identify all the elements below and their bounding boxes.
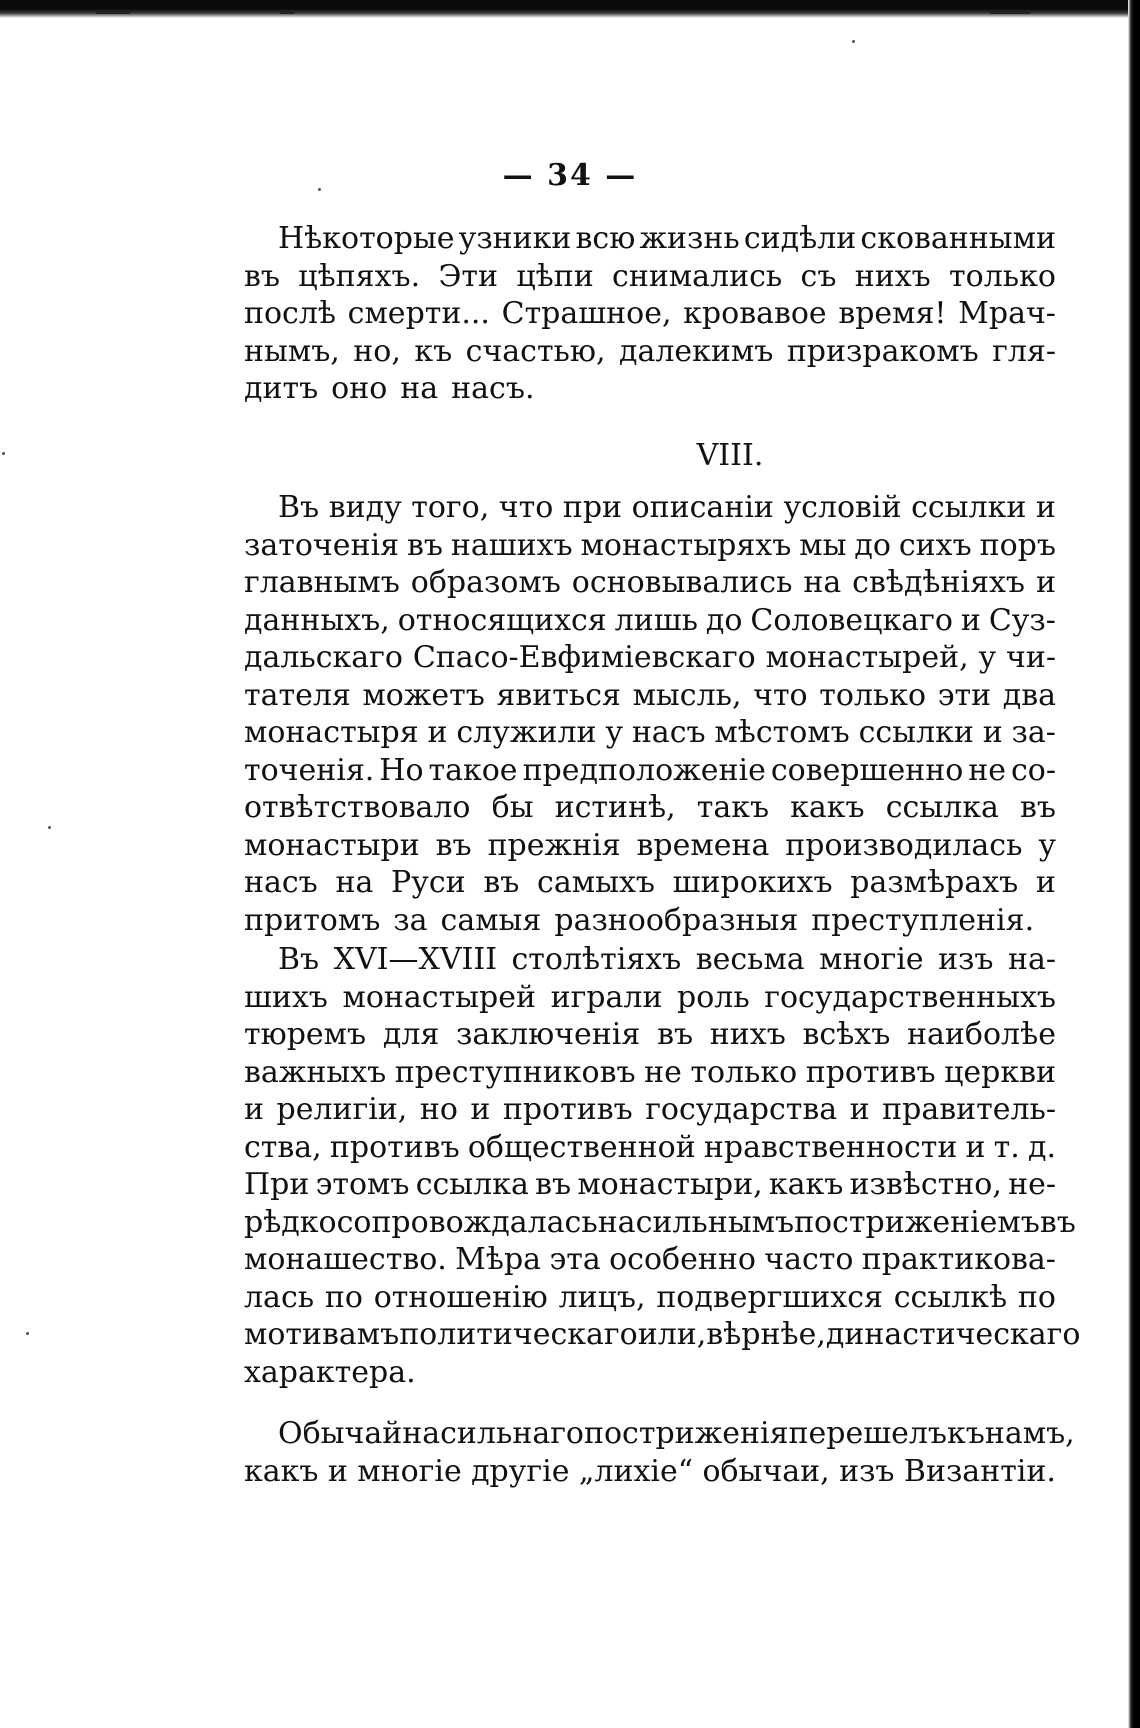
text-line (244, 1129, 1056, 1167)
text-line (244, 902, 1056, 940)
word: нашихъ (450, 527, 573, 563)
word: жизнь (639, 221, 740, 256)
text-line (244, 752, 1056, 790)
word: Спасо-Евфиміевскаго (412, 640, 756, 675)
word: описаніи (631, 490, 774, 525)
text-line (244, 1241, 1056, 1279)
text-line (244, 979, 1056, 1017)
text-line (244, 714, 1056, 752)
word: два (1002, 677, 1056, 713)
text-line (244, 1166, 1056, 1204)
text-line (244, 258, 1056, 296)
word: государственныхъ (764, 979, 1056, 1015)
text-line (244, 1453, 1056, 1491)
word: данныхъ, (244, 602, 390, 638)
text-line (244, 827, 1056, 865)
scan-top-edge (0, 0, 1140, 18)
word: сидѣли (743, 221, 857, 256)
word: преступниковъ (394, 1054, 636, 1090)
word: династическаго (825, 1317, 1081, 1352)
word: т. (993, 1129, 1020, 1165)
margin-speck (852, 40, 855, 43)
word: и (1035, 865, 1056, 900)
word: для (382, 1017, 440, 1052)
word: смерти... (347, 296, 490, 331)
word: XVI—XVIII (333, 942, 498, 977)
word: со- (1010, 752, 1056, 788)
word: или, (637, 1317, 707, 1352)
word: Руси (391, 865, 466, 900)
word: въ (244, 258, 280, 294)
word: но (419, 1092, 458, 1127)
word: скованными (860, 221, 1056, 256)
word: производилась (785, 827, 1023, 863)
word: въ (483, 865, 520, 900)
text-line (244, 864, 1056, 902)
text-line (244, 602, 1056, 640)
word: широкихъ (672, 865, 833, 900)
word: противъ (502, 1092, 633, 1127)
word: кровавое (683, 296, 827, 331)
word: нихъ (709, 1017, 786, 1052)
word: виду (328, 490, 402, 525)
word: При (244, 1167, 310, 1202)
text-line (244, 370, 1056, 408)
word: и (849, 1092, 870, 1127)
word: монастырей (342, 979, 536, 1015)
word: изъ (839, 1453, 895, 1489)
word: ства, (244, 1129, 322, 1165)
scan-speck (990, 10, 1030, 14)
word: отвѣтствовало (244, 790, 471, 825)
word: часто (764, 1242, 854, 1277)
text-line (244, 1204, 1076, 1242)
word: того, (411, 490, 490, 525)
text-line (244, 333, 1056, 371)
word: ссылки (858, 715, 974, 750)
word: время! (838, 296, 947, 331)
word: оно (331, 371, 388, 406)
word: всѣхъ (802, 1017, 891, 1052)
word: извѣстно, (849, 1167, 1002, 1202)
word: наиболѣе (907, 1017, 1056, 1052)
word: шихъ (244, 979, 328, 1015)
word: насъ. (451, 371, 535, 406)
word: только (949, 258, 1056, 294)
word: тателя (244, 677, 351, 713)
word: за- (1011, 715, 1056, 750)
word: цѣпи (516, 258, 594, 294)
word: лишь (614, 602, 698, 638)
word: предположеніе (522, 752, 766, 788)
word: монастыряхъ (580, 527, 792, 563)
word: совершенно (770, 752, 964, 788)
text-line (244, 789, 1056, 827)
word: такое (428, 752, 518, 788)
word: другіе (471, 1453, 570, 1489)
word: по (324, 1279, 363, 1315)
word: какъ (790, 790, 865, 825)
word: и (982, 715, 1003, 750)
paragraph-prisoners-chains (244, 220, 1056, 408)
word: эта (549, 1242, 601, 1277)
word: насъ (631, 715, 706, 750)
word: д. (1027, 1129, 1056, 1165)
word: размѣрахъ (850, 865, 1019, 900)
text-line (244, 295, 1056, 333)
paragraph-monasteries-exile (244, 489, 1056, 939)
text-line (244, 220, 1056, 258)
word: Суз- (988, 602, 1056, 638)
word: только (690, 1054, 798, 1090)
word: и (965, 1129, 986, 1165)
word: мотивамъ (244, 1317, 400, 1352)
word: счастью, (465, 333, 606, 369)
word: и (960, 602, 981, 638)
word: явиться (496, 677, 621, 713)
word: узники (458, 221, 572, 256)
word: поръ (979, 527, 1056, 563)
word: подвергшихся (656, 1279, 883, 1315)
word: многіе (357, 1453, 462, 1489)
word: какъ (244, 1453, 319, 1489)
text-line (244, 639, 1056, 677)
word: къ (414, 333, 453, 369)
word: монастыри (244, 827, 420, 863)
paragraph-byzantine-custom (244, 1415, 1075, 1490)
word: нихъ (854, 258, 931, 294)
word: бы (491, 790, 534, 825)
text-line (244, 1415, 1075, 1453)
text-line (244, 489, 1056, 527)
word: на (335, 865, 374, 900)
word: Мрач- (958, 296, 1056, 331)
word: мысль, (632, 677, 742, 713)
word: нравственности (703, 1129, 958, 1165)
word: мы (799, 527, 847, 563)
word: и (327, 1453, 348, 1489)
scan-speck (280, 10, 294, 14)
word: сопровождалась (336, 1204, 598, 1240)
text-line (244, 1354, 1056, 1392)
word: особенно (609, 1242, 756, 1277)
text-line (244, 1316, 1081, 1354)
margin-speck (26, 1332, 29, 1335)
word: основывались (571, 565, 793, 600)
word: не (644, 1054, 682, 1090)
word: характера. (244, 1354, 416, 1390)
word: практикова- (861, 1242, 1056, 1277)
word: противъ (805, 1054, 936, 1090)
paragraph-state-prisons (244, 941, 1081, 1391)
word: Въ (278, 942, 320, 977)
word: государства (645, 1092, 838, 1127)
word: служили (456, 715, 597, 750)
word: и (1035, 565, 1056, 600)
word: до (705, 602, 743, 638)
word: самыхъ (537, 865, 655, 900)
word: роль (677, 979, 750, 1015)
word: прежнія (487, 827, 621, 863)
text-line (244, 1016, 1056, 1054)
word: постриженія (583, 1416, 789, 1451)
word: ссылка (885, 790, 999, 825)
word: церкви (944, 1054, 1056, 1090)
word: этомъ (315, 1167, 410, 1202)
word: времена (636, 827, 770, 863)
word: монастыря (244, 715, 419, 750)
word: мѣстомъ (714, 715, 850, 750)
section-heading (0, 438, 1140, 473)
word: отношенію (373, 1279, 548, 1315)
page-number: — 34 — (502, 158, 638, 193)
word: съ (800, 258, 837, 294)
word: Въ (278, 490, 320, 525)
word: за (393, 902, 428, 938)
word: всю (575, 221, 636, 256)
word: у (1038, 827, 1056, 863)
word: Но (379, 752, 424, 788)
word: у (605, 715, 623, 750)
word: заключенія (456, 1017, 641, 1052)
word: насильнаго (402, 1416, 584, 1451)
text-line (244, 1054, 1056, 1092)
word: и (1035, 490, 1056, 525)
word: изъ (938, 942, 994, 977)
word: тюремъ (244, 1017, 367, 1052)
word: религіи, (276, 1092, 408, 1127)
word: снимались (612, 258, 783, 294)
word: въ (1020, 790, 1056, 825)
word: ссылкѣ (893, 1279, 1008, 1315)
word: лицъ, (558, 1279, 646, 1315)
word: на (400, 371, 439, 406)
word: монастырей, (765, 640, 969, 675)
word: въ (1039, 1204, 1076, 1240)
word: Мѣра (455, 1242, 542, 1277)
word: при (562, 490, 623, 525)
margin-speck (48, 826, 51, 829)
word: по (1017, 1279, 1056, 1315)
text-line (244, 941, 1056, 979)
word: призракомъ (786, 333, 979, 369)
word: къ (947, 1416, 985, 1451)
word: у (978, 640, 997, 675)
word: притомъ (244, 902, 381, 938)
word: условій (783, 490, 902, 525)
word: но, (353, 333, 401, 369)
word: дальскаго (244, 640, 403, 675)
word: и (427, 715, 448, 750)
word: Обычай (278, 1416, 403, 1451)
word: далекимъ (619, 333, 774, 369)
word: на- (1007, 942, 1056, 977)
text-line (244, 677, 1056, 715)
text-line (244, 1091, 1056, 1129)
word: „лихіе“ (578, 1453, 694, 1489)
word: играли (550, 979, 663, 1015)
word: и (470, 1092, 491, 1127)
word: постриженіемъ (794, 1204, 1040, 1240)
word: монашество. (244, 1242, 447, 1277)
word: нымъ, (244, 333, 340, 369)
word: столѣтіяхъ (511, 942, 682, 977)
word: самыя (440, 902, 542, 938)
word: ссылки (911, 490, 1027, 525)
word: только (819, 677, 927, 713)
text-line (244, 564, 1056, 602)
word: ссылка (415, 1167, 529, 1202)
word: въ (435, 827, 472, 863)
word: что (753, 677, 808, 713)
word: истинѣ, (554, 790, 676, 825)
word: на (803, 565, 842, 600)
word: Соловецкаго (750, 602, 953, 638)
section-heading-text: VIII. (696, 438, 764, 473)
word: главнымъ (244, 565, 400, 600)
word: дитъ (244, 371, 319, 406)
word: вѣрнѣе, (706, 1317, 826, 1352)
word: насильнымъ (597, 1204, 795, 1240)
word: рѣдко (244, 1204, 337, 1240)
word: можетъ (362, 677, 485, 713)
word: перешелъ (788, 1416, 948, 1451)
word: преступленія. (811, 902, 1035, 938)
word: важныхъ (244, 1054, 387, 1090)
word: точенія. (244, 752, 375, 788)
word: противъ (329, 1129, 460, 1165)
word: Эти (438, 258, 499, 294)
word: не- (1008, 1167, 1056, 1202)
word: лась (244, 1279, 315, 1315)
text-line (244, 1279, 1056, 1317)
word: Нѣкоторые (278, 221, 455, 256)
word: не (968, 752, 1006, 788)
word: весьма (695, 942, 805, 977)
word: что (498, 490, 554, 525)
word: заточенія (244, 527, 400, 563)
scan-speck (96, 10, 130, 14)
word: Страшное, (501, 296, 672, 331)
word: цѣпяхъ. (298, 258, 421, 294)
word: въ (406, 527, 443, 563)
word: монастыри, (577, 1167, 763, 1202)
word: образомъ (410, 565, 561, 600)
word: такъ (696, 790, 770, 825)
word: общественной (467, 1129, 696, 1165)
scan-right-edge (1128, 0, 1140, 1728)
word: сихъ (898, 527, 972, 563)
word: въ (657, 1017, 694, 1052)
word: политическаго (399, 1317, 638, 1352)
word: до (854, 527, 891, 563)
word: эти (937, 677, 992, 713)
word: намъ, (984, 1416, 1075, 1451)
word: правитель- (882, 1092, 1056, 1127)
word: многіе (819, 942, 924, 977)
word: въ (535, 1167, 572, 1202)
word: послѣ (244, 296, 337, 331)
word: разнообразныя (554, 902, 799, 938)
word: насъ (244, 865, 318, 900)
word: гля- (992, 333, 1056, 369)
word: свѣдѣніяхъ (852, 565, 1026, 600)
word: Византіи. (903, 1453, 1056, 1489)
word: какъ (768, 1167, 844, 1202)
text-line (244, 527, 1056, 565)
word: и (244, 1092, 264, 1127)
word: относящихся (397, 602, 607, 638)
word: чи- (1006, 640, 1056, 675)
word: обычаи, (702, 1453, 830, 1489)
